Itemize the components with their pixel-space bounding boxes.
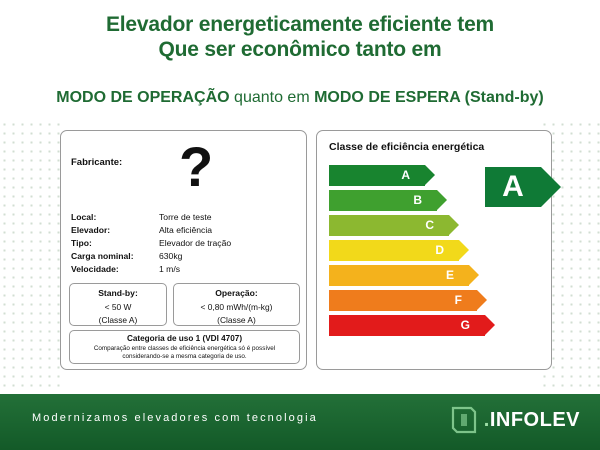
specs-table bbox=[71, 211, 299, 275]
energy-class-bar-c: C bbox=[329, 215, 449, 236]
brand-word: INFOLEV bbox=[489, 408, 580, 431]
energy-class-bar-a: A bbox=[329, 165, 425, 186]
subtitle-mode-operation: MODO DE OPERAÇÃO bbox=[56, 89, 230, 106]
standby-title: Stand-by: bbox=[98, 288, 138, 298]
usage-category-text: Comparação entre classes de eficiência energética só é possível considerando-se a mesma categoria de uso. bbox=[93, 345, 276, 360]
energy-class-bar-d: D bbox=[329, 240, 459, 261]
subtitle-mode-standby: MODO DE ESPERA (Stand-by) bbox=[314, 89, 544, 106]
energy-class-bar-e: E bbox=[329, 265, 469, 286]
table-row bbox=[71, 211, 231, 224]
spec-key: Elevador: bbox=[71, 225, 111, 236]
infolev-mark-svg bbox=[449, 404, 479, 436]
spec-value: 630kg bbox=[159, 250, 183, 261]
energy-class-bars bbox=[329, 165, 479, 340]
spec-value: Torre de teste bbox=[159, 212, 212, 223]
footer-bar bbox=[0, 394, 600, 450]
spec-key: Velocidade: bbox=[71, 263, 119, 274]
energy-label-card bbox=[60, 130, 307, 370]
table-row bbox=[71, 249, 231, 262]
table-row bbox=[71, 237, 231, 250]
operation-value: < 0,80 mWh/(m-kg) bbox=[200, 302, 273, 312]
operation-box bbox=[173, 283, 300, 326]
brand-logo bbox=[449, 404, 580, 436]
standby-class: (Classe A) bbox=[98, 315, 138, 325]
page-title-line2: Que ser econômico tanto em bbox=[158, 38, 442, 61]
table-row bbox=[71, 224, 231, 237]
energy-class-title: Classe de eficiência energética bbox=[329, 141, 485, 153]
usage-category-box bbox=[69, 330, 300, 364]
brand-name bbox=[484, 409, 580, 432]
energy-class-bar-g: G bbox=[329, 315, 485, 336]
decorative-dots-left bbox=[0, 120, 60, 390]
spec-key: Carga nominal: bbox=[71, 250, 134, 261]
page-title-line1: Elevador energeticamente eficiente tem bbox=[105, 13, 495, 36]
brand-dot: . bbox=[483, 408, 490, 431]
spec-key: Local: bbox=[71, 212, 97, 223]
energy-class-bar-f: F bbox=[329, 290, 477, 311]
page-subtitle bbox=[0, 88, 600, 107]
standby-value: < 50 W bbox=[104, 302, 132, 312]
infolev-mark-icon bbox=[449, 404, 479, 436]
manufacturer-label: Fabricante: bbox=[71, 157, 123, 168]
spec-key: Tipo: bbox=[71, 237, 92, 248]
standby-box bbox=[69, 283, 167, 326]
operation-title: Operação: bbox=[215, 288, 258, 298]
question-mark-icon: ? bbox=[179, 135, 214, 198]
spec-value: 1 m/s bbox=[159, 263, 181, 274]
subtitle-connector: quanto em bbox=[229, 89, 315, 106]
energy-class-bar-b: B bbox=[329, 190, 437, 211]
page-title bbox=[0, 12, 600, 62]
operation-class: (Classe A) bbox=[217, 315, 256, 325]
spec-value: Elevador de tração bbox=[159, 237, 232, 248]
spec-value: Alta eficiência bbox=[159, 225, 213, 236]
footer-tagline: Modernizamos elevadores com tecnologia bbox=[32, 412, 318, 424]
selected-class-arrow: A bbox=[485, 167, 541, 207]
table-row bbox=[71, 262, 231, 275]
usage-category-title: Categoria de uso 1 (VDI 4707) bbox=[126, 334, 243, 343]
energy-class-card bbox=[316, 130, 552, 370]
